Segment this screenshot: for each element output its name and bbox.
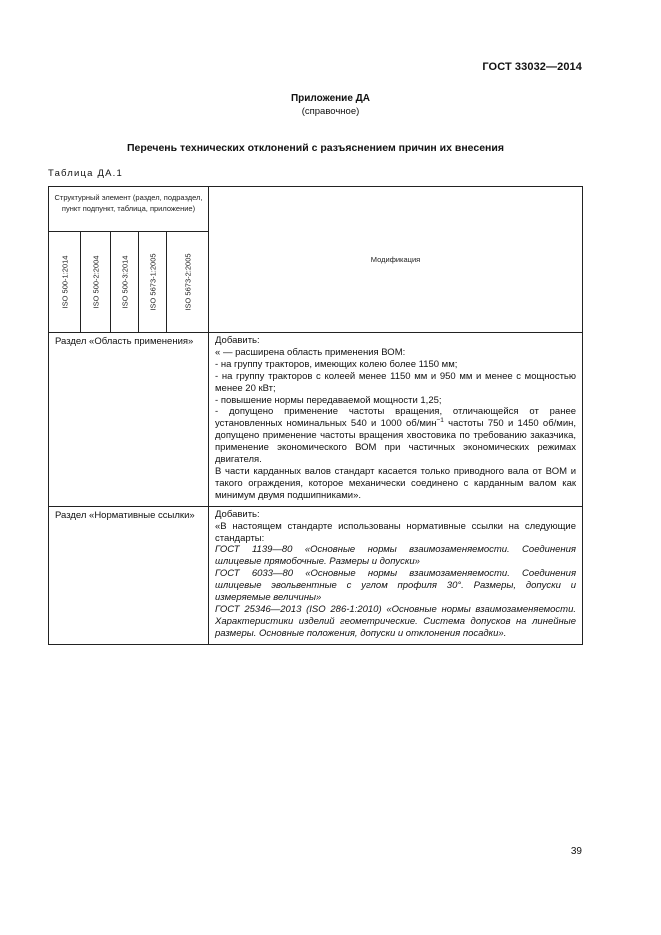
standard-cell (111, 232, 139, 333)
content-line: « — расширена область применения ВОМ: (215, 346, 406, 358)
standard-label: ISO 500-1:2014 (60, 255, 69, 309)
content-line: Добавить: (215, 508, 260, 520)
content-line: Добавить: (215, 335, 260, 346)
table-header-row (49, 187, 583, 232)
appendix-title: Приложение ДА (290, 93, 371, 104)
content-line: - повышение нормы передаваемой мощности 1,25; (215, 394, 442, 406)
modification-header: Модификация (209, 187, 583, 333)
deviations-table (48, 186, 583, 645)
appendix-subtitle: (справочное) (301, 106, 360, 117)
list-title: Перечень технических отклонений с разъяснением причин их внесения (126, 142, 504, 154)
content-line: - на группу тракторов, имеющих колею более 1150 мм; (215, 358, 458, 370)
table-label: Таблица ДА.1 (48, 168, 123, 179)
standard-cell (167, 232, 209, 333)
content-line: - допущено применение частоты вращения, отличающейся от ранее установленных номинальных 540 и 1000 об/мин$^{-1}$ частоты 750 и 1450 об/мин, допущено применение частоты вращения хвостовика по требованию заказчика, применение экономического ВОМ при частичных экономических режимах двигателя. (215, 406, 577, 466)
content-line: ГОСТ 25346—2013 (ISO 286-1:2010) «Основные нормы взаимозаменяемости. Характеристики изделий геометрические. Система допусков на линейные размеры. Основные положения, допуски и отклонения посадки». (215, 603, 577, 639)
standard-label: ISO 500-3:2014 (120, 255, 129, 309)
modification-content (209, 333, 583, 507)
table-row (49, 506, 583, 644)
table-row (49, 333, 583, 507)
content-line: ГОСТ 6033—80 «Основные нормы взаимозаменяемости. Соединения шлицевые эвольвентные с углом профиля 30°. Размеры, допуски и измеряемые величины» (215, 568, 577, 604)
modification-content (209, 506, 583, 644)
document-code: ГОСТ 33032—2014 (482, 61, 582, 73)
standard-cell (81, 232, 111, 333)
page-number: 39 (570, 846, 582, 857)
section-name: Раздел «Область применения» (49, 333, 209, 507)
standard-cell (49, 232, 81, 333)
content-line: «В настоящем стандарте использованы нормативные ссылки на следующие стандарты: (215, 520, 577, 544)
content-line: В части карданных валов стандарт касается только приводного вала от ВОМ и такого ограждения, которое механически соединено с карданным валом как минимум двумя подшипниками». (215, 465, 577, 501)
standard-cell (139, 232, 167, 333)
standard-label: ISO 500-2:2004 (91, 255, 100, 309)
standard-label: ISO 5673-1:2005 (148, 253, 157, 311)
standard-label: ISO 5673-2:2005 (183, 253, 192, 311)
struct-element-header: Структурный элемент (раздел, подраздел, пункт подпункт, таблица, приложение) (49, 187, 209, 232)
content-line: ГОСТ 1139—80 «Основные нормы взаимозаменяемости. Соединения шлицевые прямобочные. Размеры и допуски» (215, 544, 577, 568)
section-name: Раздел «Нормативные ссылки» (49, 506, 209, 644)
content-line: - на группу тракторов с колеей менее 1150 мм и 950 мм и менее с мощностью менее 20 кВт; (215, 370, 577, 394)
